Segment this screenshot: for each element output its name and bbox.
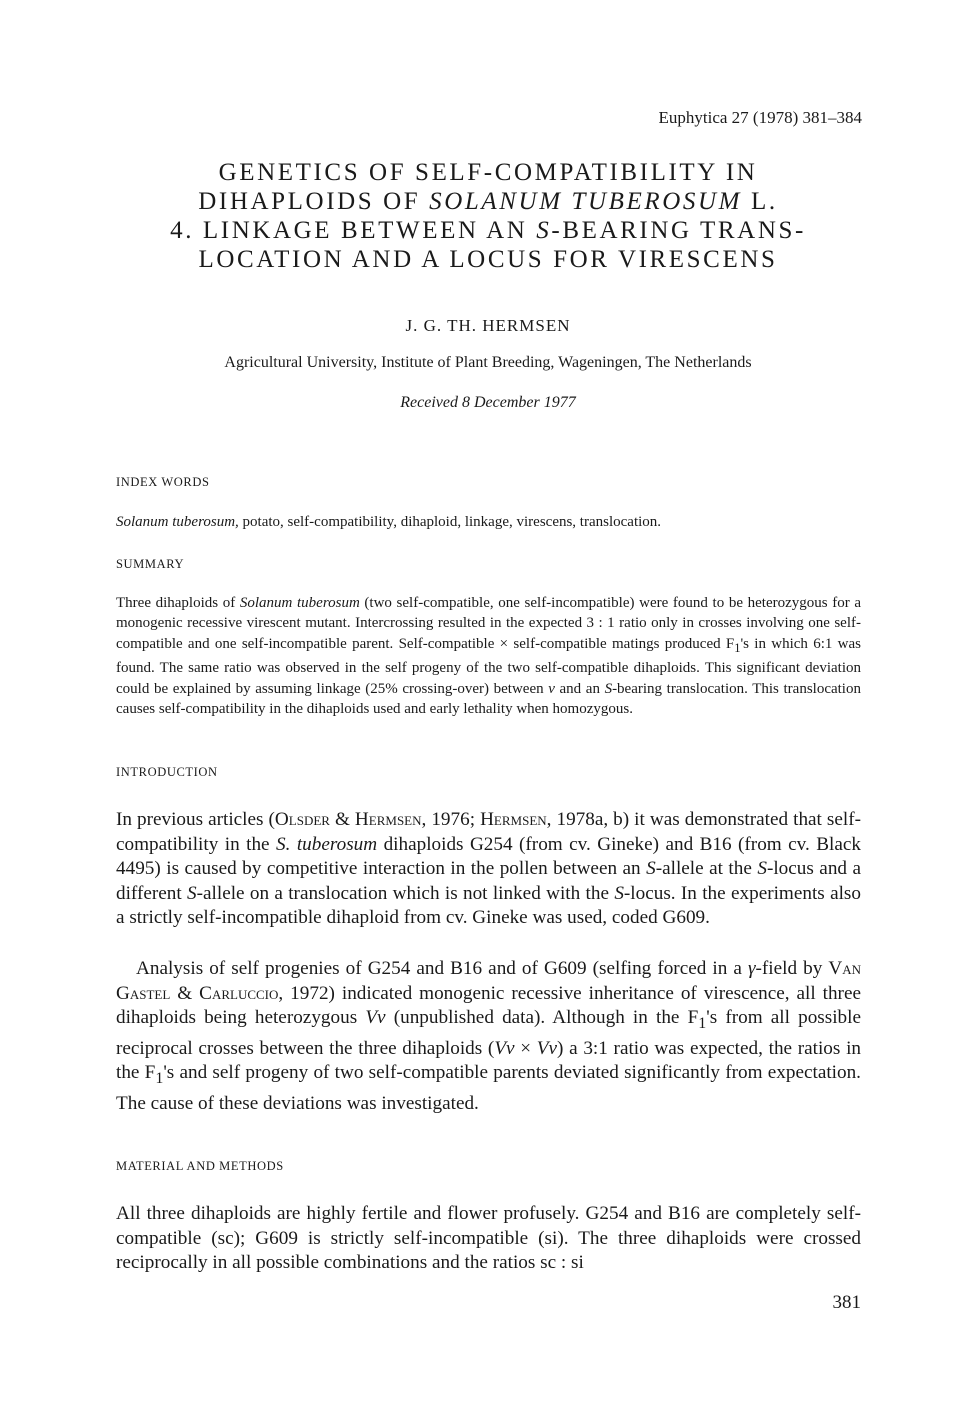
title-line-4: LOCATION AND A LOCUS FOR VIRESCENS xyxy=(198,246,778,273)
author-affiliation: Agricultural University, Institute of Plant Breeding, Wageningen, The Netherlands xyxy=(224,354,752,371)
index-words-heading: INDEX WORDS xyxy=(116,475,210,489)
title-line-2: DIHAPLOIDS OF SOLANUM TUBEROSUM L. xyxy=(198,188,778,215)
summary-text: Three dihaploids of Solanum tuberosum (two self-compatible, one self-incompatible) were found to be heterozygous for a monogenic recessive virescent mutant. Intercrossing resulted in the expected 3 : 1 ratio only in crosses involving one self-compatible and one self-incompatible parent. Self-compatible × self-compatible matings produced $F_1's$ in which 6:1 was found. The same ratio was observed in the self progeny of the two self-compatible dihaploids. This significant deviation could be explained by assuming linkage (25% crossing-over) between v and an S-bearing translocation. This translocation causes self-compatibility in the dihaploids used and early lethality when homozygous. xyxy=(116,595,862,718)
author-name: J. G. TH. HERMSEN xyxy=(405,316,571,335)
received-date: Received 8 December 1977 xyxy=(400,394,576,411)
title-line-3: 4. LINKAGE BETWEEN AN S-BEARING TRANS- xyxy=(170,217,806,244)
introduction-heading: INTRODUCTION xyxy=(116,765,218,779)
title-line-1: GENETICS OF SELF-COMPATIBILITY IN xyxy=(218,159,758,186)
methods-heading: MATERIAL AND METHODS xyxy=(116,1159,284,1173)
article-title xyxy=(80,158,896,274)
page-number: 381 xyxy=(832,1292,861,1313)
summary-heading: SUMMARY xyxy=(116,557,185,571)
introduction-paragraph-1: In previous articles (Olsder & Hermsen, 1976; Hermsen, 1978a, b) it was demonstrated that self-compatibility in the S. tuberosum dihaploids G254 (from cv. Gineke) and B16 (from cv. Black 4495) is caused by competitive interaction in the pollen between an S-allele at the S-locus and a different S-allele on a translocation which is not linked with the S-locus. In the experiments also a strictly self-incompatible dihaploid from cv. Gineke was used, coded G609. xyxy=(116,809,862,929)
journal-reference: Euphytica 27 (1978) 381–384 xyxy=(658,108,862,127)
introduction-paragraph-2: Analysis of self progenies of G254 and B16 and of G609 (selfing forced in a γ-field by Van Gastel & Carluccio, 1972) indicated monogenic recessive inheritance of virescence, all three dihaploids being heterozygous Vv (unpublished data). Although in the $F_1's$ from all possible reciprocal crosses between the three dihaploids (Vv × Vv) a 3:1 ratio was expected, the ratios in the $F_1's$ and self progeny of two self-compatible parents deviated significantly from expectation. The cause of these deviations was investigated. xyxy=(116,958,862,1114)
methods-paragraph-1: All three dihaploids are highly fertile and flower profusely. G254 and B16 are completely self-compatible (sc); G609 is strictly self-incompatible (si). The three dihaploids were crossed reciprocally in all possible combinations and the ratios sc : si xyxy=(116,1203,861,1274)
index-words-text: Solanum tuberosum, potato, self-compatibility, dihaploid, linkage, virescens, translocation. xyxy=(116,514,662,530)
